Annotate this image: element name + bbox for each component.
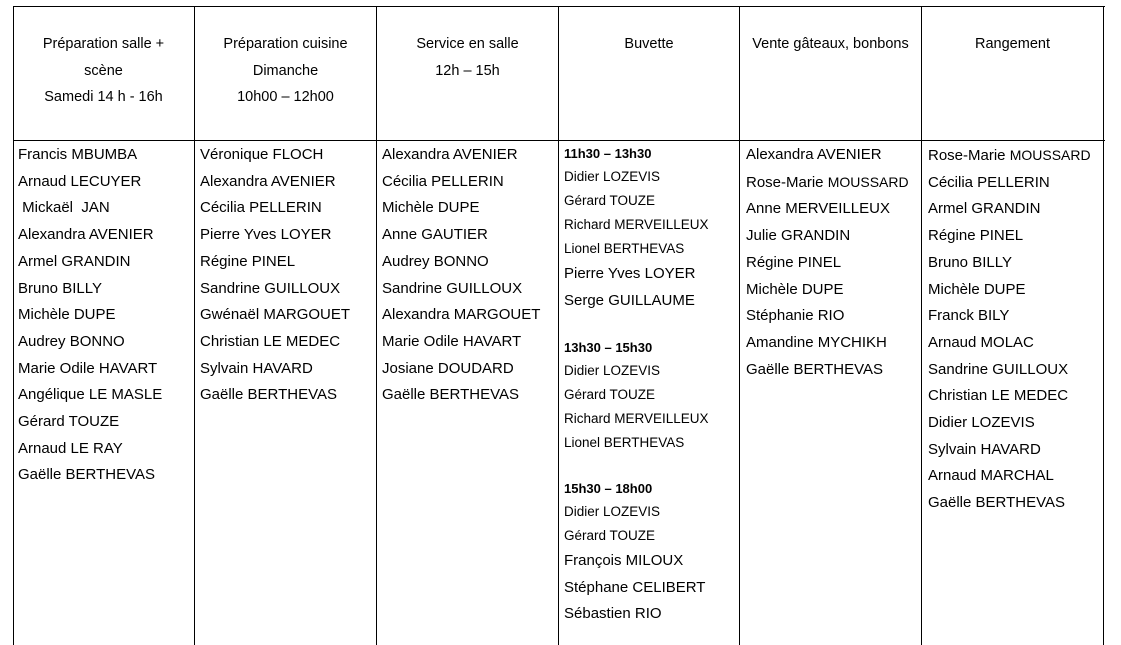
list-item: François MILOUX: [564, 552, 684, 569]
list-item: Lionel BERTHEVAS: [564, 435, 685, 450]
header-line: scène: [84, 62, 123, 79]
list-item: [928, 142, 1091, 170]
list-item: Francis MBUMBA: [18, 146, 138, 163]
list-item: Michèle DUPE: [928, 280, 1026, 298]
list-item: Lionel BERTHEVAS: [564, 241, 685, 256]
list-item: Franck BILY: [928, 307, 1010, 325]
column-border: [739, 6, 740, 645]
list-item: Bruno BILLY: [928, 253, 1012, 271]
header-col1: [13, 31, 194, 111]
header-line: Préparation salle +: [42, 36, 165, 52]
list-item: Gaëlle BERTHEVAS: [746, 360, 883, 378]
table-top-border: [13, 6, 1105, 7]
header-col5: [740, 31, 921, 58]
list-item: Pierre Yves LOYER: [200, 226, 332, 244]
header-line: Dimanche: [252, 62, 319, 79]
list-item: Audrey BONNO: [382, 252, 489, 270]
col3-list: [382, 142, 540, 409]
list-item: Stéphanie RIO: [746, 307, 845, 325]
list-item: Sandrine GUILLOUX: [382, 279, 523, 297]
list-item: Gérard TOUZE: [564, 387, 656, 402]
first-name: Rose-Marie: [928, 147, 1010, 164]
list-item: Mickaël JAN: [18, 199, 110, 217]
list-item: Didier LOZEVIS: [928, 414, 1035, 432]
list-item: Sandrine GUILLOUX: [928, 360, 1069, 378]
header-line: Vente gâteaux, bonbons: [752, 36, 909, 52]
column-border: [921, 6, 922, 645]
list-item: Anne MERVEILLEUX: [746, 200, 890, 218]
header-line: Préparation cuisine: [223, 36, 348, 52]
list-item: Gérard TOUZE: [564, 528, 656, 543]
slot-time: 11h30 – 13h30: [564, 146, 652, 161]
list-item: Gaëlle BERTHEVAS: [382, 386, 519, 404]
list-item: Sébastien RIO: [564, 605, 662, 622]
list-item: Sylvain HAVARD: [200, 359, 313, 377]
list-item: Régine PINEL: [928, 227, 1024, 245]
list-item: Cécilia PELLERIN: [382, 172, 504, 190]
header-line: Rangement: [975, 36, 1050, 52]
list-item: Gaëlle BERTHEVAS: [200, 386, 337, 404]
list-item: Pierre Yves LOYER: [564, 265, 696, 282]
list-item: Angélique LE MASLE: [18, 386, 163, 404]
list-item: Cécilia PELLERIN: [200, 199, 322, 217]
header-col3: [377, 31, 558, 84]
column-border: [1103, 6, 1104, 645]
list-item: [746, 169, 909, 197]
list-item: Alexandra AVENIER: [382, 146, 518, 163]
list-item: Didier LOZEVIS: [564, 363, 661, 378]
header-line: 10h00 – 12h00: [237, 89, 334, 105]
list-item: Gérard TOUZE: [18, 413, 120, 431]
list-item: Christian LE MEDEC: [200, 332, 341, 350]
slot-spacer: [564, 314, 709, 336]
col1-list: [18, 142, 162, 489]
header-col6: [922, 31, 1103, 58]
header-line: Samedi 14 h - 16h: [44, 89, 163, 105]
list-item: Richard MERVEILLEUX: [564, 411, 709, 426]
list-item: Marie Odile HAVART: [18, 359, 158, 377]
list-item: Alexandra AVENIER: [746, 146, 882, 163]
list-item: Gwénaël MARGOUET: [200, 306, 351, 324]
list-item: Sandrine GUILLOUX: [200, 279, 341, 297]
header-col2: [195, 31, 376, 111]
list-item: Michèle DUPE: [746, 280, 844, 298]
list-item: Amandine MYCHIKH: [746, 333, 887, 351]
list-item: Stéphane CELIBERT: [564, 578, 706, 596]
list-item: Véronique FLOCH: [200, 146, 324, 163]
first-name: Rose-Marie: [746, 173, 828, 191]
list-item: Arnaud LECUYER: [18, 172, 142, 190]
list-item: Sylvain HAVARD: [928, 440, 1041, 458]
list-item: Gaëlle BERTHEVAS: [928, 494, 1065, 512]
header-col4: [559, 31, 739, 58]
buvette-list: [564, 142, 709, 628]
list-item: Arnaud MARCHAL: [928, 467, 1054, 485]
list-item: Alexandra AVENIER: [18, 226, 154, 244]
header-separator: [13, 140, 1105, 141]
list-item: Julie GRANDIN: [746, 227, 851, 245]
list-item: Régine PINEL: [746, 253, 842, 271]
list-item: Serge GUILLAUME: [564, 291, 695, 309]
last-name: MOUSSARD: [827, 173, 909, 190]
list-item: Michèle DUPE: [382, 199, 480, 217]
list-item: Anne GAUTIER: [382, 226, 488, 244]
list-item: Marie Odile HAVART: [382, 332, 522, 350]
list-item: Audrey BONNO: [18, 332, 125, 350]
slot-time: 15h30 – 18h00: [564, 481, 653, 496]
col5-list: [746, 142, 909, 383]
list-item: Alexandra AVENIER: [200, 172, 336, 190]
list-item: Gérard TOUZE: [564, 193, 656, 208]
list-item: Didier LOZEVIS: [564, 504, 661, 519]
header-line: Buvette: [624, 36, 674, 52]
list-item: Armel GRANDIN: [18, 252, 131, 270]
slot-spacer: [564, 455, 709, 477]
list-item: Didier LOZEVIS: [564, 169, 661, 184]
list-item: Josiane DOUDARD: [382, 359, 514, 377]
column-border: [376, 6, 377, 645]
header-line: 12h – 15h: [435, 62, 500, 79]
list-item: Arnaud MOLAC: [928, 333, 1034, 351]
col6-list: [928, 142, 1091, 517]
column-border: [558, 6, 559, 645]
list-item: Gaëlle BERTHEVAS: [18, 466, 155, 484]
list-item: Michèle DUPE: [18, 306, 116, 324]
list-item: Richard MERVEILLEUX: [564, 217, 709, 232]
list-item: Cécilia PELLERIN: [928, 173, 1050, 191]
col2-list: [200, 142, 350, 409]
list-item: Armel GRANDIN: [928, 200, 1041, 218]
list-item: Bruno BILLY: [18, 279, 102, 297]
list-item: Arnaud LE RAY: [18, 439, 123, 457]
list-item: Alexandra MARGOUET: [382, 306, 541, 324]
schedule-table: [13, 6, 1105, 645]
slot-time: 13h30 – 15h30: [564, 340, 653, 355]
list-item: Régine PINEL: [200, 252, 296, 270]
list-item: Christian LE MEDEC: [928, 387, 1069, 405]
header-line: Service en salle: [416, 36, 519, 52]
last-name: MOUSSARD: [1009, 147, 1091, 163]
